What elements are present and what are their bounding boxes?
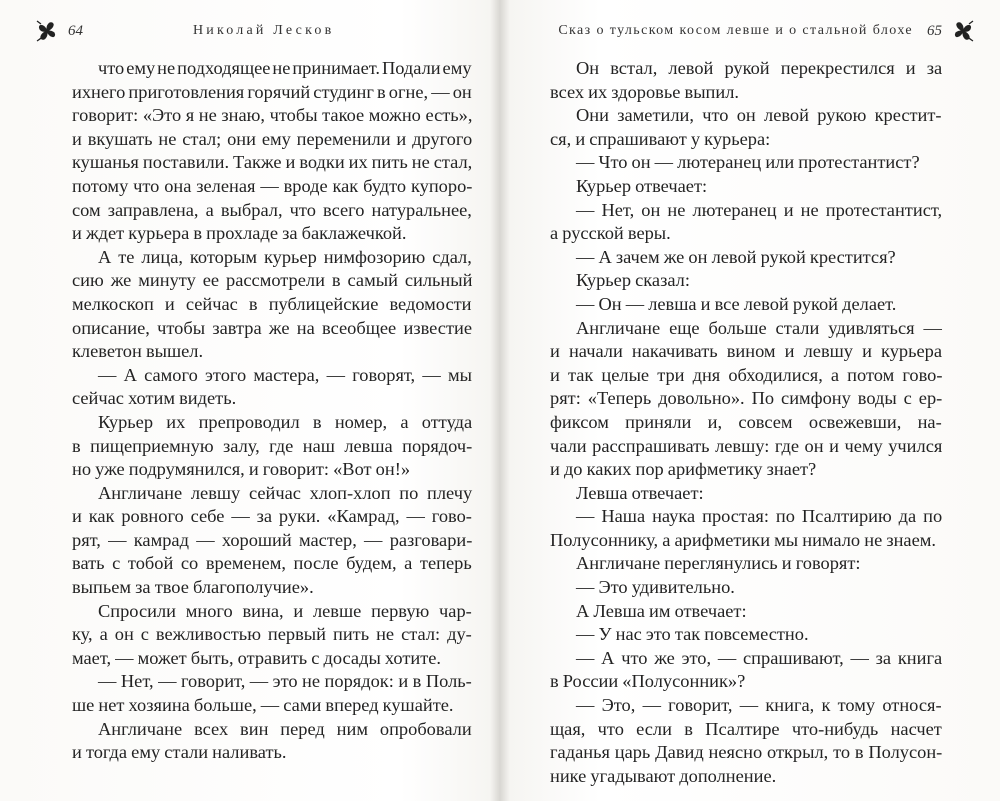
text-line: Курьер сказал: (576, 270, 690, 291)
right-paragraph (550, 600, 942, 624)
text-line: — Он — левша и все левой рукой делает. (576, 293, 897, 314)
right-paragraph (550, 482, 942, 506)
text-line: всех их здоровье выпил. (550, 81, 740, 102)
right-page (500, 0, 1000, 801)
text-line: Англичане еще больше стали удивляться — (576, 317, 942, 338)
text-line: — Наша наука простая: по Псалтирию да по (576, 506, 943, 527)
left-running-head-title: Николай Лесков (193, 23, 335, 38)
text-line: — Это удивительно. (576, 577, 735, 598)
right-paragraph (550, 175, 942, 199)
text-line: и начали накачивать вином и левшу и курьера (550, 341, 943, 362)
left-paragraph (72, 600, 472, 671)
text-line: — Что он — лютеранец или протестантист? (576, 152, 920, 173)
text-line: нике угадывают дополнение. (550, 765, 777, 786)
text-line: Он встал, левой рукой перекрестился и за (576, 58, 943, 78)
left-running-head (34, 18, 454, 44)
right-paragraph (550, 505, 942, 552)
right-page-number: 65 (927, 22, 942, 39)
text-line: и вкушать не стал; они ему переменили и другого (72, 128, 473, 149)
text-line: говорит: «Это я не знаю, чтобы такое можно есть», (72, 105, 473, 126)
text-line: чали расспрашивать левшу: где он и чему учился (550, 435, 943, 456)
text-line: гаданья царь Давид неясно открыл, то в Полусон- (550, 742, 943, 763)
text-line: выпьем за твое благополучие». (72, 577, 314, 598)
text-line: в пищеприемную залу, где наш левша порядоч- (72, 435, 473, 456)
text-line: в России «Полусонник»? (550, 671, 746, 692)
right-running-head-title: Сказ о тульском косом левше и о стальной блохе (558, 23, 913, 38)
right-paragraph (550, 293, 942, 317)
text-line: и так целые три дня обходилися, а потом гово- (550, 364, 943, 385)
text-line: и до каких пор арифметику знает? (550, 459, 817, 480)
text-line: сом заправлена, а выбрал, что всего натуральнее, (72, 199, 472, 220)
right-paragraph (550, 623, 942, 647)
text-line: фиксом приняли и, совсем освежевши, на- (550, 411, 942, 432)
text-line: но уже подрумянился, и говорит: «Вот он!» (72, 459, 411, 480)
text-line: потому что она зеленая — вроде как будто купоро- (72, 175, 473, 196)
text-line: ку, а он с вежливостью первый пить не стал: ду- (72, 624, 472, 645)
text-line: А те лица, которым курьер нимфозорию сдал, (98, 246, 472, 267)
text-line: рят: «Теперь довольно». По симфону воды с ер- (550, 388, 943, 409)
right-paragraph (550, 151, 942, 175)
text-line: мелкоскоп и сейчас в публицейские ведомости (72, 293, 472, 314)
text-line: — Это, — говорит, — книга, к тому относя- (576, 695, 942, 716)
flower-ornament-icon (950, 18, 976, 44)
text-line: ся, и спрашивают у курьера: (550, 128, 771, 149)
text-line: рят, — камрад — хороший мастер, — разговари- (72, 529, 473, 550)
left-paragraph (72, 246, 472, 364)
text-line: сию же минуту ее рассмотрели в самый сильный (72, 270, 473, 291)
text-line: и как ровного себе — за руки. «Камрад, — гово- (72, 506, 472, 527)
text-line: — А что же это, — спрашивают, — за книга (576, 647, 943, 668)
right-paragraph (550, 317, 942, 482)
right-paragraph (550, 199, 942, 246)
text-line: и ждет курьера в прохладе за баклажечкой. (72, 223, 407, 244)
text-line: А Левша им отвечает: (576, 600, 747, 621)
left-paragraph (72, 364, 472, 411)
text-line: Левша отвечает: (576, 482, 704, 503)
text-line: — У нас это так повсеместно. (576, 624, 809, 645)
text-line: кушанья поставили. Также и водки их пить не стал, (72, 152, 473, 173)
left-paragraph (72, 482, 472, 600)
left-paragraph (72, 411, 472, 482)
text-line: Англичане переглянулись и говорят: (576, 553, 861, 574)
right-paragraph (550, 104, 942, 151)
text-line: Курьер их препроводил в номер, а оттуда (98, 411, 473, 432)
right-paragraph (550, 647, 942, 694)
text-line: описание, чтобы завтра же на всеобщее известие (72, 317, 472, 338)
text-line: сейчас хотим видеть. (72, 388, 237, 409)
text-line: — А самого этого мастера, — говорят, — мы (98, 364, 472, 385)
right-paragraph (550, 552, 942, 576)
text-line: щая, что если в Псалтире что-нибудь насчет (550, 718, 942, 739)
right-paragraph (550, 576, 942, 600)
text-line: клеветон вышел. (72, 341, 204, 362)
text-line: мает, — может быть, отравить с досады хотите. (72, 647, 442, 668)
text-line: а русской веры. (550, 223, 671, 244)
text-line: Англичане левшу сейчас хлоп-хлоп по плечу (98, 482, 473, 503)
right-paragraph (550, 269, 942, 293)
text-line: что ему не подходящее не принимает. Подали ему (98, 58, 472, 78)
right-page-text (550, 57, 942, 788)
left-paragraph (72, 718, 472, 765)
left-paragraph (72, 57, 472, 246)
text-line: Они заметили, что он левой рукою крестит- (576, 105, 942, 126)
right-paragraph (550, 694, 942, 788)
text-line: — А зачем же он левой рукой крестится? (576, 246, 896, 267)
right-paragraph (550, 246, 942, 270)
left-page-text (72, 57, 472, 765)
right-paragraph (550, 57, 942, 104)
flower-ornament-icon (34, 18, 60, 44)
left-paragraph (72, 670, 472, 717)
text-line: ихнего приготовления горячий студинг в огне, — он (72, 81, 472, 102)
text-line: Спросили много вина, и левше первую чар- (98, 600, 472, 621)
text-line: — Нет, он не лютеранец и не протестантист, (576, 199, 943, 220)
text-line: Полусоннику, а арифметики мы нимало не знаем. (550, 529, 936, 550)
text-line: и тогда ему стали наливать. (72, 742, 287, 763)
text-line: Англичане всех вин перед ним опробовали (98, 718, 472, 739)
text-line: — Нет, — говорит, — это не порядок: и в Поль- (98, 671, 472, 692)
text-line: ше нет хозяина больше, — сами вперед кушайте. (72, 695, 454, 716)
left-page-number: 64 (68, 22, 83, 39)
text-line: вать с тобой со временем, после будем, а теперь (72, 553, 472, 574)
right-running-head (536, 18, 976, 44)
text-line: Курьер отвечает: (576, 175, 708, 196)
